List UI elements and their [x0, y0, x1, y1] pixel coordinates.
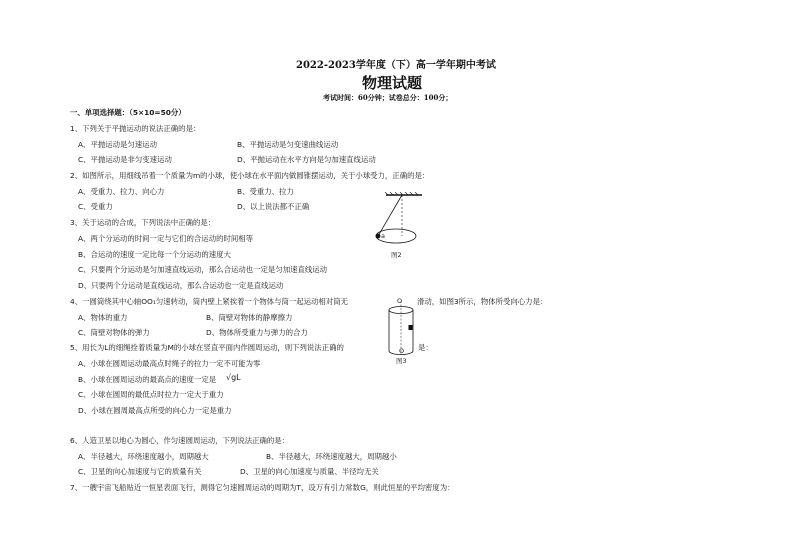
question-6-option-c: C、卫星的向心加速度与它的质量有关 — [78, 467, 202, 476]
figure-3-caption: 图3 — [396, 357, 407, 365]
question-4-option-c: C、筒壁对物体的弹力 — [78, 328, 150, 337]
question-6-option-d: D、卫星的向心加速度与质量、半径均无关 — [240, 467, 379, 476]
question-5-option-b-formula: √gL — [226, 373, 241, 382]
question-4-option-a: A、物体的重力 — [78, 313, 128, 322]
question-2-option-c: C、受重力 — [78, 202, 113, 211]
question-6-stem: 6、人造卫星以地心为圆心，作匀速圆周运动，下列说法正确的是： — [70, 436, 290, 445]
question-4-option-d: D、物体所受重力与弹力的合力 — [206, 328, 308, 337]
question-1-option-c: C、平抛运动是非匀变速运动 — [78, 155, 172, 164]
question-1-stem: 1、下列关于平抛运动的说法正确的是： — [70, 124, 201, 133]
figure-2-ball-label: a — [381, 232, 385, 240]
exam-title: 2022-2023学年度（下）高一学年期中考试 — [296, 60, 496, 71]
question-4-stem-part-1: 4、一圆筒绕其中心轴OO₁匀速转动，筒内壁上紧挨着一个物体与筒一起运动相对筒无 — [70, 297, 348, 306]
question-3-option-b: B、合运动的速度一定比每一个分运动的速度大 — [78, 250, 231, 259]
question-3-option-a: A、两个分运动的时间一定与它们的合运动的时间相等 — [78, 234, 254, 243]
question-3-option-d: D、只要两个分运动是直线运动，那么合运动也一定是直线运动 — [78, 281, 284, 290]
question-1-option-b: B、平抛运动是匀变速曲线运动 — [237, 140, 339, 149]
question-3-option-c: C、只要两个分运动是匀加速直线运动，那么合运动也一定是匀加速直线运动 — [78, 265, 328, 274]
question-2-option-a: A、受重力、拉力、向心力 — [78, 187, 165, 196]
question-6-option-a: A、半径越大，环绕速度越小，周期越大 — [78, 452, 209, 461]
figure-3-axis-top-label: O — [397, 297, 403, 305]
figure-2-caption: 图2 — [391, 251, 402, 259]
section-title: 一、单项选择题：（5×10=50分） — [70, 108, 186, 117]
question-2-option-d: D、以上说法都不正确 — [237, 202, 310, 211]
question-1-option-d: D、平抛运动在水平方向是匀加速直线运动 — [237, 155, 376, 164]
question-5-stem-part-2: 是： — [418, 343, 433, 352]
figure-3-axis-bottom-label: O — [399, 347, 405, 355]
question-2-stem: 2、如图所示，用细线吊着一个质量为m的小球，使小球在水平面内做圆锥摆运动，关于小球受力，正确的是： — [70, 171, 430, 180]
subject-title: 物理试题 — [362, 74, 423, 92]
question-4-option-b: B、筒壁对物体的静摩擦力 — [206, 313, 293, 322]
exam-info: 考试时间：60分钟；试卷总分：100分； — [323, 93, 453, 102]
question-5-stem-part-1: 5、用长为L的细绳拴着质量为M的小球在竖直平面内作圆周运动，则下列说法正确的 — [70, 343, 344, 352]
question-5-option-c: C、小球在圆周的最低点时拉力一定大于重力 — [78, 390, 224, 399]
question-2-option-b: B、受重力、拉力 — [237, 187, 294, 196]
question-5-option-d: D、小球在圆周最高点所受的向心力一定是重力 — [78, 406, 232, 415]
question-5-option-b: B、小球在圆周运动的最高点的速度一定是 — [78, 375, 217, 384]
question-5-option-a: A、小球在圆周运动最高点时绳子的拉力一定不可能为零 — [78, 359, 261, 368]
figure-2-conical-pendulum — [368, 192, 440, 262]
question-6-option-b: B、半径越大，环绕速度越大，周期越小 — [266, 452, 397, 461]
question-3-stem: 3、关于运动的合成，下列说法中正确的是： — [70, 218, 216, 227]
question-4-stem-part-2: 滑动，如图3所示，物体所受向心力是： — [417, 297, 548, 306]
question-7-stem: 7、一艘宇宙飞船贴近一恒星表面飞行，测得它匀速圆周运动的周期为T，设万有引力常数G，则此恒星的平均密度为： — [70, 483, 455, 492]
question-1-option-a: A、平抛运动是匀速运动 — [78, 140, 157, 149]
